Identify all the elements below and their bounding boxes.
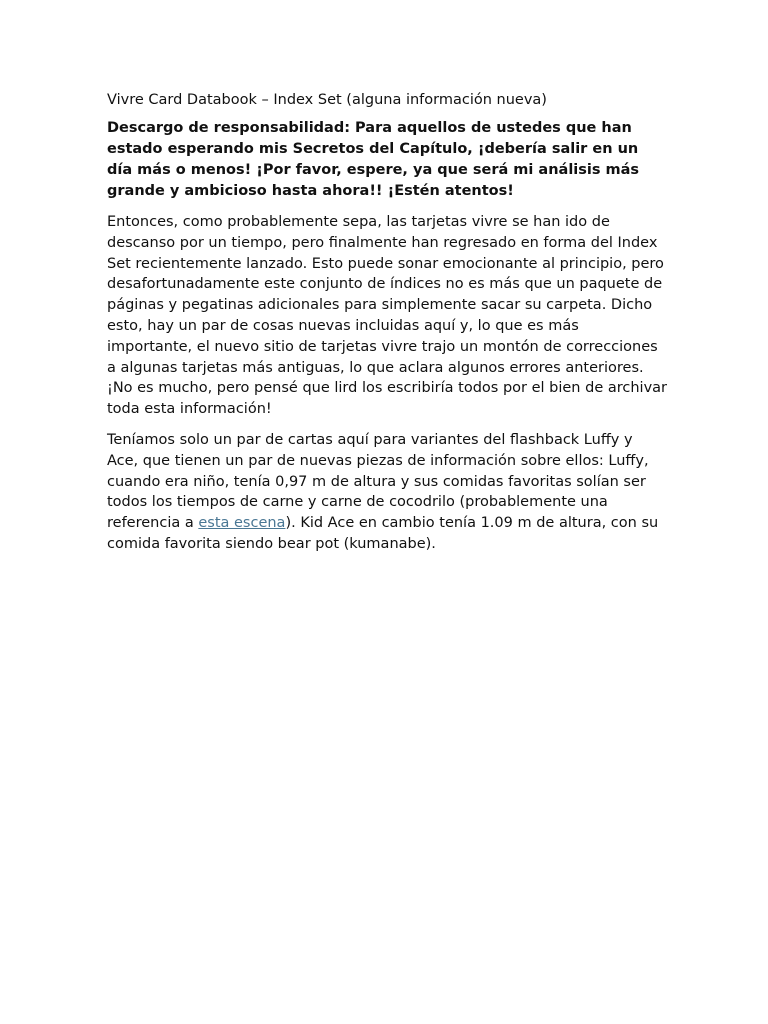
paragraph-text-before-link: Teníamos solo un par de cartas aquí para variantes del flashback Luffy y Ace, que tienen un par de nuevas piezas de información sobre ellos: Luffy, cuando era niño, tenía 0,97 m de altura y sus comidas favoritas solían ser todos los tiempos de carne y carne de cocodrilo (probablemente una referencia a [107,431,649,532]
flashback-paragraph [107,430,667,555]
disclaimer-paragraph: Descargo de responsabilidad: Para aquellos de ustedes que han estado esperando mis Secretos del Capítulo, ¡debería salir en un día más o menos! ¡Por favor, espere, ya que será mi análisis más grande y ambicioso hasta ahora!! ¡Estén atentos! [107,120,640,199]
document-title: Vivre Card Databook – Index Set (alguna información nueva) [107,92,547,108]
esta-escena-link[interactable]: esta escena [198,515,286,532]
paragraph-text-after-link: ). Kid Ace en cambio tenía 1.09 m de altura, con su comida favorita siendo bear pot (kumanabe). [107,515,659,552]
intro-paragraph: Entonces, como probablemente sepa, las tarjetas vivre se han ido de descanso por un tiempo, pero finalmente han regresado en forma del Index Set recientemente lanzado. Esto puede sonar emocionante al principio, pero desafortunadamente este conjunto de índices no es más que un paquete de páginas y pegatinas adicionales para simplemente sacar su carpeta. Dicho esto, hay un par de cosas nuevas incluidas aquí y, lo que es más importante, el nuevo sitio de tarjetas vivre trajo un montón de correcciones a algunas tarjetas más antiguas, lo que aclara algunos errores anteriores. ¡No es mucho, pero pensé que lird los escribiría todos por el bien de archivar toda esta información! [107,214,667,418]
document-page [107,88,667,565]
